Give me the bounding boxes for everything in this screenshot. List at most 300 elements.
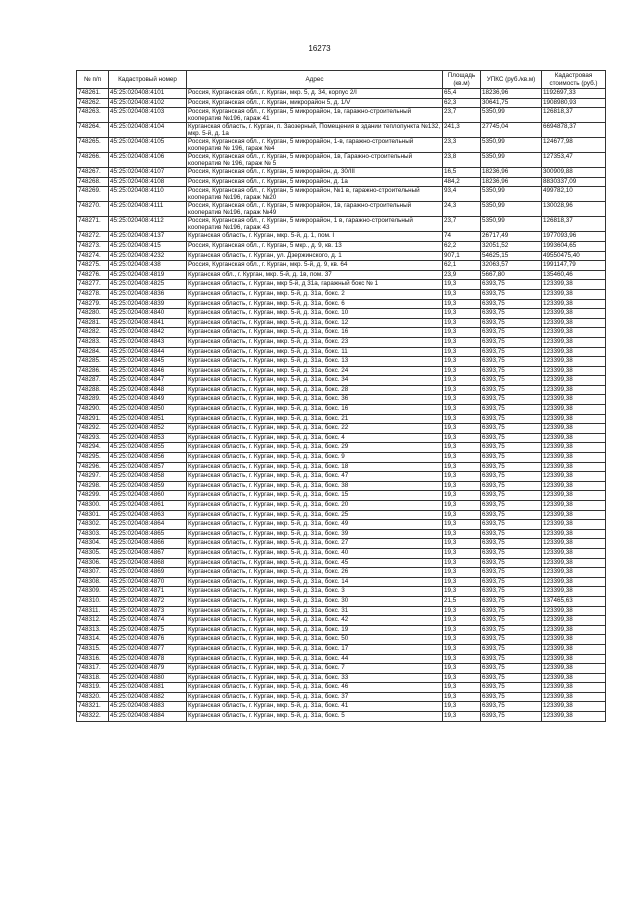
upks-cell: 6393,75 xyxy=(481,577,542,587)
address-cell: Россия, Курганская обл., г. Курган, 5 мкр., д. 9, кв. 13 xyxy=(187,241,443,251)
table-row xyxy=(77,328,606,338)
upks-cell: 6393,75 xyxy=(481,357,542,367)
cadastral-number-cell: 45:25:020408:4103 xyxy=(109,108,187,123)
table-row xyxy=(77,548,606,558)
address-cell: Курганская область, г. Курган, мкр. 5-й, д. 31а, бокс. 16 xyxy=(187,328,443,338)
cadastral-number-cell: 45:25:020408:4112 xyxy=(109,217,187,232)
area-cell: 19,3 xyxy=(443,491,481,501)
area-cell: 19,3 xyxy=(443,520,481,530)
cadastral-cost-cell: 123399,38 xyxy=(542,501,606,511)
cadastral-number-cell: 45:25:020408:4870 xyxy=(109,577,187,587)
row-number-cell: 748276. xyxy=(77,270,109,280)
area-cell: 19,3 xyxy=(443,712,481,722)
upks-cell: 18236,96 xyxy=(481,89,542,99)
area-cell: 19,3 xyxy=(443,366,481,376)
upks-cell: 6393,75 xyxy=(481,462,542,472)
row-number-cell: 748271. xyxy=(77,217,109,232)
cadastral-cost-cell: 123399,38 xyxy=(542,366,606,376)
cadastral-number-cell: 45:25:020408:4865 xyxy=(109,529,187,539)
cadastral-cost-cell: 123399,38 xyxy=(542,376,606,386)
cadastral-number-cell: 45:25:020408:4841 xyxy=(109,318,187,328)
cadastral-cost-cell: 123399,38 xyxy=(542,280,606,290)
area-cell: 19,3 xyxy=(443,683,481,693)
cadastral-number-cell: 45:25:020408:4855 xyxy=(109,443,187,453)
table-row xyxy=(77,366,606,376)
row-number-cell: 748286. xyxy=(77,366,109,376)
upks-cell: 6393,75 xyxy=(481,376,542,386)
upks-cell: 5350,99 xyxy=(481,217,542,232)
table-row xyxy=(77,644,606,654)
cadastral-cost-cell: 137465,63 xyxy=(542,596,606,606)
table-header-row xyxy=(77,71,606,89)
upks-cell: 6393,75 xyxy=(481,337,542,347)
table-row xyxy=(77,433,606,443)
upks-cell: 54625,15 xyxy=(481,251,542,261)
table-row xyxy=(77,702,606,712)
area-cell: 19,3 xyxy=(443,635,481,645)
cadastral-number-cell: 45:25:020408:4883 xyxy=(109,702,187,712)
cadastral-cost-cell: 123399,38 xyxy=(542,385,606,395)
table-row xyxy=(77,98,606,108)
table-row xyxy=(77,357,606,367)
row-number-cell: 748308. xyxy=(77,577,109,587)
address-cell: Курганская область, г. Курган, мкр. 5-й, д. 31а, бокс. 20 xyxy=(187,501,443,511)
table-row xyxy=(77,606,606,616)
upks-cell: 6393,75 xyxy=(481,395,542,405)
cadastral-number-cell: 45:25:020408:4859 xyxy=(109,481,187,491)
cadastral-number-cell: 45:25:020408:4867 xyxy=(109,548,187,558)
area-cell: 19,3 xyxy=(443,702,481,712)
upks-cell: 6393,75 xyxy=(481,453,542,463)
table-row xyxy=(77,462,606,472)
address-cell: Курганская область, г. Курган, мкр. 5-й, д. 31а, бокс. 12 xyxy=(187,318,443,328)
address-cell: Курганская область, г. Курган, мкр. 5-й, д. 31а, бокс. 25 xyxy=(187,510,443,520)
area-cell: 19,3 xyxy=(443,587,481,597)
cadastral-number-cell: 45:25:020408:4104 xyxy=(109,123,187,138)
address-cell: Россия, Курганская обл., г. Курган, 5 микрорайон, д. 1а xyxy=(187,177,443,187)
row-number-cell: 748305. xyxy=(77,548,109,558)
area-cell: 62,3 xyxy=(443,98,481,108)
address-cell: Россия, Курганская обл., г. Курган, микрорайон 5, д. 1/V xyxy=(187,98,443,108)
address-cell: Курганская область, г. Курган, мкр. 5-й, д. 31а, бокс. 14 xyxy=(187,577,443,587)
area-cell: 23,7 xyxy=(443,108,481,123)
row-number-cell: 748301. xyxy=(77,510,109,520)
area-cell: 19,3 xyxy=(443,347,481,357)
column-header-num: № п/п xyxy=(77,71,109,89)
row-number-cell: 748302. xyxy=(77,520,109,530)
row-number-cell: 748291. xyxy=(77,414,109,424)
cadastral-cost-cell: 123399,38 xyxy=(542,462,606,472)
cadastral-cost-cell: 1977093,96 xyxy=(542,232,606,242)
cadastral-cost-cell: 123399,38 xyxy=(542,289,606,299)
column-header-upks: УПКС (руб./кв.м) xyxy=(481,71,542,89)
area-cell: 19,3 xyxy=(443,558,481,568)
upks-cell: 6393,75 xyxy=(481,644,542,654)
upks-cell: 6393,75 xyxy=(481,712,542,722)
area-cell: 23,7 xyxy=(443,217,481,232)
table-row xyxy=(77,89,606,99)
cadastral-number-cell: 45:25:020408:4860 xyxy=(109,491,187,501)
row-number-cell: 748275. xyxy=(77,261,109,271)
upks-cell: 6393,75 xyxy=(481,318,542,328)
address-cell: Курганская область, г. Курган, мкр. 5-й, д. 1, пом. I xyxy=(187,232,443,242)
table-row xyxy=(77,405,606,415)
cadastral-number-cell: 45:25:020408:4866 xyxy=(109,539,187,549)
row-number-cell: 748278. xyxy=(77,289,109,299)
cadastral-cost-cell: 123399,38 xyxy=(542,510,606,520)
area-cell: 19,3 xyxy=(443,548,481,558)
cadastral-cost-cell: 123399,38 xyxy=(542,318,606,328)
cadastral-cost-cell: 49550475,40 xyxy=(542,251,606,261)
address-cell: Курганская область, г. Курган, мкр. 5-й, д. 31а, бокс. 28 xyxy=(187,385,443,395)
table-row xyxy=(77,596,606,606)
cadastral-cost-cell: 123399,38 xyxy=(542,692,606,702)
cadastral-number-cell: 45:25:020408:4857 xyxy=(109,462,187,472)
upks-cell: 6393,75 xyxy=(481,606,542,616)
table-body xyxy=(77,89,606,722)
cadastral-cost-cell: 123399,38 xyxy=(542,443,606,453)
cadastral-cost-cell: 123399,38 xyxy=(542,539,606,549)
row-number-cell: 748317. xyxy=(77,664,109,674)
address-cell: Курганская область, г. Курган, мкр. 5-й, д. 31а, бокс. 23 xyxy=(187,337,443,347)
address-cell: Курганская область, г. Курган, мкр. 5-й, д. 31а, бокс. 49 xyxy=(187,520,443,530)
address-cell: Курганская область, г. Курган, мкр. 5-й, д. 31а, бокс. 19 xyxy=(187,625,443,635)
upks-cell: 6393,75 xyxy=(481,529,542,539)
upks-cell: 6393,75 xyxy=(481,366,542,376)
cadastral-cost-cell: 123399,38 xyxy=(542,625,606,635)
upks-cell: 6393,75 xyxy=(481,347,542,357)
address-cell: Курганская область, г. Курган, мкр. 5-й, д. 31а, бокс. 11 xyxy=(187,347,443,357)
address-cell: Россия, Курганская обл., г. Курган, 5 микрорайон, 1в, гаражно-строительный кооператив №196, гараж №49 xyxy=(187,202,443,217)
area-cell: 19,3 xyxy=(443,606,481,616)
address-cell: Курганская область, г. Курган, мкр. 5-й, д. 31а, бокс. 16 xyxy=(187,405,443,415)
cadastral-cost-cell: 123399,38 xyxy=(542,587,606,597)
row-number-cell: 748280. xyxy=(77,309,109,319)
row-number-cell: 748293. xyxy=(77,433,109,443)
upks-cell: 6393,75 xyxy=(481,548,542,558)
area-cell: 19,3 xyxy=(443,644,481,654)
address-cell: Курганская область, г. Курган, мкр. 5-й, д. 31а, бокс. 18 xyxy=(187,462,443,472)
row-number-cell: 748283. xyxy=(77,337,109,347)
cadastral-cost-cell: 126818,37 xyxy=(542,217,606,232)
address-cell: Курганская область, г. Курган, мкр. 5-й, д. 31а, бокс. 45 xyxy=(187,558,443,568)
cadastral-cost-cell: 123399,38 xyxy=(542,347,606,357)
area-cell: 19,3 xyxy=(443,328,481,338)
cadastral-cost-cell: 499782,10 xyxy=(542,187,606,202)
cadastral-cost-cell: 123399,38 xyxy=(542,568,606,578)
address-cell: Курганская область, г. Курган, ул. Дзержинского, д. 1 xyxy=(187,251,443,261)
cadastral-cost-cell: 6694878,37 xyxy=(542,123,606,138)
row-number-cell: 748316. xyxy=(77,654,109,664)
area-cell: 19,3 xyxy=(443,357,481,367)
cadastral-cost-cell: 123399,38 xyxy=(542,481,606,491)
cadastral-cost-cell: 1908980,93 xyxy=(542,98,606,108)
address-cell: Курганская область, г. Курган, мкр. 5-й, д. 31а, бокс. 39 xyxy=(187,529,443,539)
address-cell: Курганская область, г. Курган, мкр. 5-й, д. 31а, бокс. 41 xyxy=(187,702,443,712)
upks-cell: 5350,99 xyxy=(481,108,542,123)
cadastral-number-cell: 45:25:020408:4874 xyxy=(109,616,187,626)
row-number-cell: 748263. xyxy=(77,108,109,123)
row-number-cell: 748319. xyxy=(77,683,109,693)
address-cell: Курганская область, г. Курган, мкр. 5-й, д. 31а, бокс. 44 xyxy=(187,654,443,664)
upks-cell: 6393,75 xyxy=(481,491,542,501)
area-cell: 19,3 xyxy=(443,654,481,664)
row-number-cell: 748281. xyxy=(77,318,109,328)
row-number-cell: 748282. xyxy=(77,328,109,338)
area-cell: 19,3 xyxy=(443,472,481,482)
address-cell: Курганская область, г. Курган, мкр. 5-й, д. 31а, бокс. 40 xyxy=(187,548,443,558)
column-header-address: Адрес xyxy=(187,71,443,89)
table-row xyxy=(77,558,606,568)
address-cell: Россия, Курганская обл., г. Курган, мкр. 5, д. 34, корпус 2/I xyxy=(187,89,443,99)
cadastral-cost-cell: 123399,38 xyxy=(542,299,606,309)
cadastral-cost-cell: 123399,38 xyxy=(542,472,606,482)
cadastral-number-cell: 45:25:020408:4851 xyxy=(109,414,187,424)
address-cell: Курганская область, г. Курган, мкр. 5-й, д. 31а, бокс. 15 xyxy=(187,491,443,501)
cadastral-cost-cell: 123399,38 xyxy=(542,712,606,722)
cadastral-number-cell: 45:25:020408:4836 xyxy=(109,289,187,299)
cadastral-cost-cell: 123399,38 xyxy=(542,529,606,539)
address-cell: Курганская область, г. Курган, мкр. 5-й, д. 31а, бокс. 17 xyxy=(187,644,443,654)
upks-cell: 6393,75 xyxy=(481,664,542,674)
cadastral-number-cell: 45:25:020408:4879 xyxy=(109,664,187,674)
area-cell: 907,1 xyxy=(443,251,481,261)
upks-cell: 6393,75 xyxy=(481,683,542,693)
table-row xyxy=(77,414,606,424)
table-row xyxy=(77,539,606,549)
cadastral-cost-cell: 123399,38 xyxy=(542,357,606,367)
row-number-cell: 748292. xyxy=(77,424,109,434)
cadastral-number-cell: 45:25:020408:4853 xyxy=(109,433,187,443)
upks-cell: 6393,75 xyxy=(481,309,542,319)
cadastral-number-cell: 45:25:020408:4856 xyxy=(109,453,187,463)
table-row xyxy=(77,520,606,530)
table-row xyxy=(77,309,606,319)
row-number-cell: 748285. xyxy=(77,357,109,367)
cadastral-cost-cell: 123399,38 xyxy=(542,548,606,558)
table-row xyxy=(77,692,606,702)
cadastral-number-cell: 45:25:020408:4872 xyxy=(109,596,187,606)
address-cell: Курганская область, г. Курган, мкр. 5-й, д. 31а, бокс. 21 xyxy=(187,414,443,424)
page-number: 16273 xyxy=(308,44,331,53)
cadastral-number-cell: 45:25:020408:4844 xyxy=(109,347,187,357)
table-row xyxy=(77,472,606,482)
cadastral-number-cell: 45:25:020408:4843 xyxy=(109,337,187,347)
address-cell: Курганская область, г. Курган, мкр. 5-й, д. 31а, бокс. 42 xyxy=(187,616,443,626)
table-row xyxy=(77,424,606,434)
address-cell: Курганская область, г. Курган, мкр. 5-й, д. 31а, бокс. 4 xyxy=(187,433,443,443)
upks-cell: 6393,75 xyxy=(481,414,542,424)
area-cell: 241,3 xyxy=(443,123,481,138)
cadastral-number-cell: 45:25:020408:4110 xyxy=(109,187,187,202)
cadastral-cost-cell: 300909,88 xyxy=(542,168,606,178)
row-number-cell: 748299. xyxy=(77,491,109,501)
area-cell: 484,2 xyxy=(443,177,481,187)
table-row xyxy=(77,683,606,693)
table-row xyxy=(77,168,606,178)
address-cell: Курганская область, г. Курган, мкр. 5-й, д. 31а, бокс. 30 xyxy=(187,596,443,606)
cadastral-number-cell: 45:25:020408:4850 xyxy=(109,405,187,415)
upks-cell: 6393,75 xyxy=(481,587,542,597)
address-cell: Россия, Курганская обл., г. Курган, 5 микрорайон, 1 в, гаражно-строительный кооператив №196, гараж 43 xyxy=(187,217,443,232)
address-cell: Курганская область, г. Курган, мкр. 5-й, д. 31а, бокс. 24 xyxy=(187,366,443,376)
table-row xyxy=(77,587,606,597)
table-row xyxy=(77,347,606,357)
area-cell: 23,3 xyxy=(443,138,481,153)
table-row xyxy=(77,270,606,280)
area-cell: 19,3 xyxy=(443,568,481,578)
upks-cell: 6393,75 xyxy=(481,280,542,290)
cadastral-cost-cell: 123399,38 xyxy=(542,453,606,463)
address-cell: Курганская область, г. Курган, мкр. 5-й, д. 31а, бокс. 50 xyxy=(187,635,443,645)
cadastral-number-cell: 45:25:020408:4847 xyxy=(109,376,187,386)
address-cell: Курганская область, г. Курган, мкр. 5-й, д. 31а, бокс. 22 xyxy=(187,424,443,434)
upks-cell: 6393,75 xyxy=(481,472,542,482)
cadastral-number-cell: 45:25:020408:4107 xyxy=(109,168,187,178)
table-row xyxy=(77,510,606,520)
upks-cell: 18236,96 xyxy=(481,168,542,178)
area-cell: 19,3 xyxy=(443,405,481,415)
area-cell: 19,3 xyxy=(443,376,481,386)
area-cell: 21,5 xyxy=(443,596,481,606)
area-cell: 23,9 xyxy=(443,270,481,280)
cadastral-cost-cell: 124677,98 xyxy=(542,138,606,153)
row-number-cell: 748270. xyxy=(77,202,109,217)
row-number-cell: 748315. xyxy=(77,644,109,654)
cadastral-number-cell: 45:25:020408:4869 xyxy=(109,568,187,578)
cadastral-cost-cell: 123399,38 xyxy=(542,414,606,424)
area-cell: 19,3 xyxy=(443,539,481,549)
row-number-cell: 748307. xyxy=(77,568,109,578)
table-row xyxy=(77,337,606,347)
address-cell: Курганская область, г. Курган, п. Заозерный, Помещения в здании теплопункта №132, мкр. 5-й, д. 1а xyxy=(187,123,443,138)
address-cell: Россия, Курганская обл., г. Курган, 5 микрорайон, №1 в, гаражно-строительный кооператив №196, гараж №20 xyxy=(187,187,443,202)
cadastral-number-cell: 45:25:020408:4871 xyxy=(109,587,187,597)
address-cell: Курганская область, г. Курган, мкр. 5-й, д. 31а, бокс. 47 xyxy=(187,472,443,482)
cadastral-number-cell: 45:25:020408:4848 xyxy=(109,385,187,395)
row-number-cell: 748277. xyxy=(77,280,109,290)
table-row xyxy=(77,453,606,463)
table-row xyxy=(77,654,606,664)
area-cell: 19,3 xyxy=(443,424,481,434)
cadastral-cost-cell: 123399,38 xyxy=(542,520,606,530)
address-cell: Курганская область, г. Курган, мкр. 5-й, д. 31а, бокс. 31 xyxy=(187,606,443,616)
upks-cell: 32051,52 xyxy=(481,241,542,251)
address-cell: Курганская обл., г. Курган, мкр. 5-й, д. 1в, пом. 37 xyxy=(187,270,443,280)
cadastral-cost-cell: 123399,38 xyxy=(542,424,606,434)
cadastral-number-cell: 45:25:020408:4105 xyxy=(109,138,187,153)
cadastral-cost-cell: 123399,38 xyxy=(542,558,606,568)
cadastral-cost-cell: 123399,38 xyxy=(542,405,606,415)
table-row xyxy=(77,376,606,386)
cadastral-number-cell: 45:25:020408:4819 xyxy=(109,270,187,280)
table-row xyxy=(77,280,606,290)
cadastral-cost-cell: 123399,38 xyxy=(542,328,606,338)
row-number-cell: 748303. xyxy=(77,529,109,539)
cadastral-cost-cell: 123399,38 xyxy=(542,395,606,405)
address-cell: Курганская область, г. Курган, мкр 5-й, д 31а, гаражный бокс № 1 xyxy=(187,280,443,290)
table-row xyxy=(77,568,606,578)
row-number-cell: 748265. xyxy=(77,138,109,153)
address-cell: Россия, Курганская обл., г. Курган, 5 микрорайон, 1в, Гаражно-строительный кооператив № 196, гараж № 5 xyxy=(187,153,443,168)
cadastral-cost-cell: 123399,38 xyxy=(542,309,606,319)
cadastral-number-cell: 45:25:020408:4875 xyxy=(109,625,187,635)
cadastral-number-cell: 45:25:020408:4840 xyxy=(109,309,187,319)
row-number-cell: 748272. xyxy=(77,232,109,242)
cadastral-cost-cell: 123399,38 xyxy=(542,616,606,626)
cadastral-number-cell: 45:25:020408:4846 xyxy=(109,366,187,376)
upks-cell: 5350,99 xyxy=(481,202,542,217)
area-cell: 62,2 xyxy=(443,241,481,251)
upks-cell: 32063,57 xyxy=(481,261,542,271)
table-row xyxy=(77,673,606,683)
upks-cell: 6393,75 xyxy=(481,520,542,530)
row-number-cell: 748304. xyxy=(77,539,109,549)
address-cell: Курганская область, г. Курган, мкр. 5-й, д. 31а, бокс. 3 xyxy=(187,587,443,597)
row-number-cell: 748294. xyxy=(77,443,109,453)
cadastral-cost-cell: 123399,38 xyxy=(542,654,606,664)
area-cell: 19,3 xyxy=(443,337,481,347)
row-number-cell: 748322. xyxy=(77,712,109,722)
row-number-cell: 748320. xyxy=(77,692,109,702)
cadastral-number-cell: 45:25:020408:4106 xyxy=(109,153,187,168)
address-cell: Курганская область, г. Курган, мкр. 5-й, д. 31а, бокс. 6 xyxy=(187,299,443,309)
address-cell: Курганская область, г. Курган, мкр. 5-й, д. 31а, бокс. 29 xyxy=(187,443,443,453)
area-cell: 19,3 xyxy=(443,385,481,395)
cadastral-number-cell: 45:25:020408:4868 xyxy=(109,558,187,568)
cadastral-number-cell: 45:25:020408:4882 xyxy=(109,692,187,702)
cadastral-number-cell: 45:25:020408:4863 xyxy=(109,510,187,520)
cadastral-number-cell: 45:25:020408:4111 xyxy=(109,202,187,217)
row-number-cell: 748262. xyxy=(77,98,109,108)
address-cell: Курганская область, г. Курган, мкр. 5-й, д. 31а, бокс. 36 xyxy=(187,395,443,405)
table-row xyxy=(77,217,606,232)
address-cell: Курганская область, г. Курган, мкр. 5-й, д. 31а, бокс. 34 xyxy=(187,376,443,386)
address-cell: Курганская область, г. Курган, мкр. 5-й, д. 31а, бокс. 10 xyxy=(187,309,443,319)
cadastral-cost-cell: 123399,38 xyxy=(542,664,606,674)
cadastral-number-cell: 45:25:020408:438 xyxy=(109,261,187,271)
row-number-cell: 748312. xyxy=(77,616,109,626)
cadastral-cost-cell: 130028,96 xyxy=(542,202,606,217)
area-cell: 19,3 xyxy=(443,616,481,626)
cadastral-cost-cell: 1991147,79 xyxy=(542,261,606,271)
address-cell: Курганская область, г. Курган, мкр. 5-й, д. 31а, бокс. 27 xyxy=(187,539,443,549)
area-cell: 19,3 xyxy=(443,673,481,683)
address-cell: Россия, Курганская обл., г. Курган, 5 микрорайон, 1в, гаражно-строительный кооператив №196, гараж 41 xyxy=(187,108,443,123)
address-cell: Россия, Курганская обл., г. Курган, 5 микрорайон, д. 30/III xyxy=(187,168,443,178)
upks-cell: 6393,75 xyxy=(481,433,542,443)
row-number-cell: 748269. xyxy=(77,187,109,202)
upks-cell: 6393,75 xyxy=(481,596,542,606)
row-number-cell: 748311. xyxy=(77,606,109,616)
table-row xyxy=(77,261,606,271)
cadastral-number-cell: 45:25:020408:4873 xyxy=(109,606,187,616)
cadastral-number-cell: 45:25:020408:4876 xyxy=(109,635,187,645)
upks-cell: 6393,75 xyxy=(481,328,542,338)
upks-cell: 6393,75 xyxy=(481,385,542,395)
table-row xyxy=(77,202,606,217)
upks-cell: 6393,75 xyxy=(481,673,542,683)
address-cell: Курганская область, г. Курган, мкр. 5-й, д. 31а, бокс. 5 xyxy=(187,712,443,722)
cadastral-number-cell: 45:25:020408:4878 xyxy=(109,654,187,664)
upks-cell: 6393,75 xyxy=(481,692,542,702)
area-cell: 19,3 xyxy=(443,692,481,702)
cadastral-number-cell: 45:25:020408:4877 xyxy=(109,644,187,654)
cadastral-register-table xyxy=(76,70,606,722)
row-number-cell: 748268. xyxy=(77,177,109,187)
area-cell: 93,4 xyxy=(443,187,481,202)
cadastral-number-cell: 45:25:020408:4881 xyxy=(109,683,187,693)
